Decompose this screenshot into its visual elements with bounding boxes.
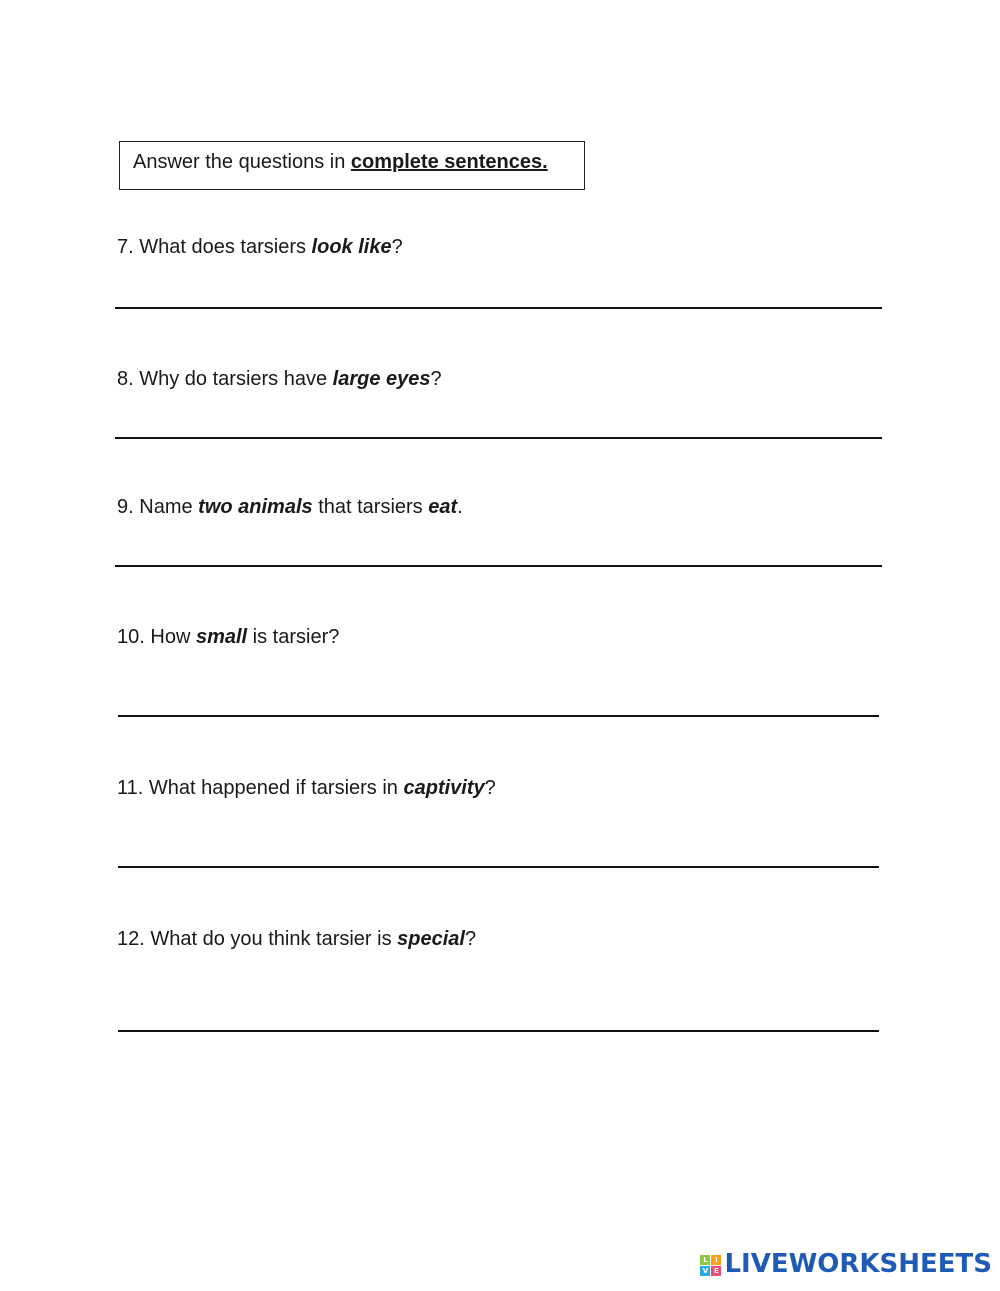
answer-line-9[interactable] <box>115 565 882 567</box>
instruction-box <box>119 141 585 190</box>
answer-line-12[interactable] <box>118 1030 879 1032</box>
logo-mark-cell: I <box>711 1255 721 1265</box>
question-8 <box>117 368 442 391</box>
question-9 <box>117 496 463 519</box>
question-number: 11. <box>117 777 144 799</box>
question-number: 12. <box>117 928 145 950</box>
question-text-after: ? <box>391 236 403 258</box>
question-text-after: ? <box>484 777 496 799</box>
question-text-before: Name <box>139 496 199 518</box>
question-11 <box>117 777 496 800</box>
question-text-before: What does tarsiers <box>139 236 312 258</box>
question-emphasis-2: eat <box>428 496 458 518</box>
question-text-before: Why do tarsiers have <box>139 368 333 390</box>
answer-line-7[interactable] <box>115 307 882 309</box>
question-text-before: What happened if tarsiers in <box>148 777 404 799</box>
question-emphasis: captivity <box>403 777 485 799</box>
question-text-after: is tarsier? <box>247 626 340 648</box>
question-text-after: . <box>457 496 463 518</box>
question-10 <box>117 626 339 649</box>
answer-line-11[interactable] <box>118 866 879 868</box>
question-text-after: ? <box>464 928 477 950</box>
question-emphasis: look like <box>311 236 392 258</box>
logo-mark-cell: V <box>700 1266 710 1276</box>
question-number: 10. <box>117 626 145 648</box>
question-number: 9. <box>117 496 134 518</box>
liveworksheets-logo-icon <box>700 1255 721 1276</box>
logo-mark-cell: E <box>711 1266 721 1276</box>
question-emphasis: two animals <box>198 496 313 518</box>
answer-line-8[interactable] <box>115 437 882 439</box>
question-text-after: ? <box>430 368 442 390</box>
logo-mark-cell: L <box>700 1255 710 1265</box>
instruction-prefix: Answer the questions in <box>133 151 351 173</box>
question-emphasis: special <box>397 928 465 950</box>
question-12 <box>117 928 476 951</box>
answer-line-10[interactable] <box>118 715 879 717</box>
instruction-emphasis: complete sentences. <box>350 151 548 173</box>
question-emphasis: large eyes <box>332 368 431 390</box>
question-emphasis: small <box>195 626 248 648</box>
question-number: 8. <box>117 368 134 390</box>
question-text-before: What do you think tarsier is <box>150 928 398 950</box>
question-text-before: How <box>150 626 196 648</box>
liveworksheets-logo <box>700 1249 992 1279</box>
question-7 <box>117 236 403 259</box>
question-number: 7. <box>117 236 134 258</box>
question-text-middle: that tarsiers <box>312 496 429 518</box>
liveworksheets-logo-text: LIVEWORKSHEETS <box>724 1249 992 1279</box>
